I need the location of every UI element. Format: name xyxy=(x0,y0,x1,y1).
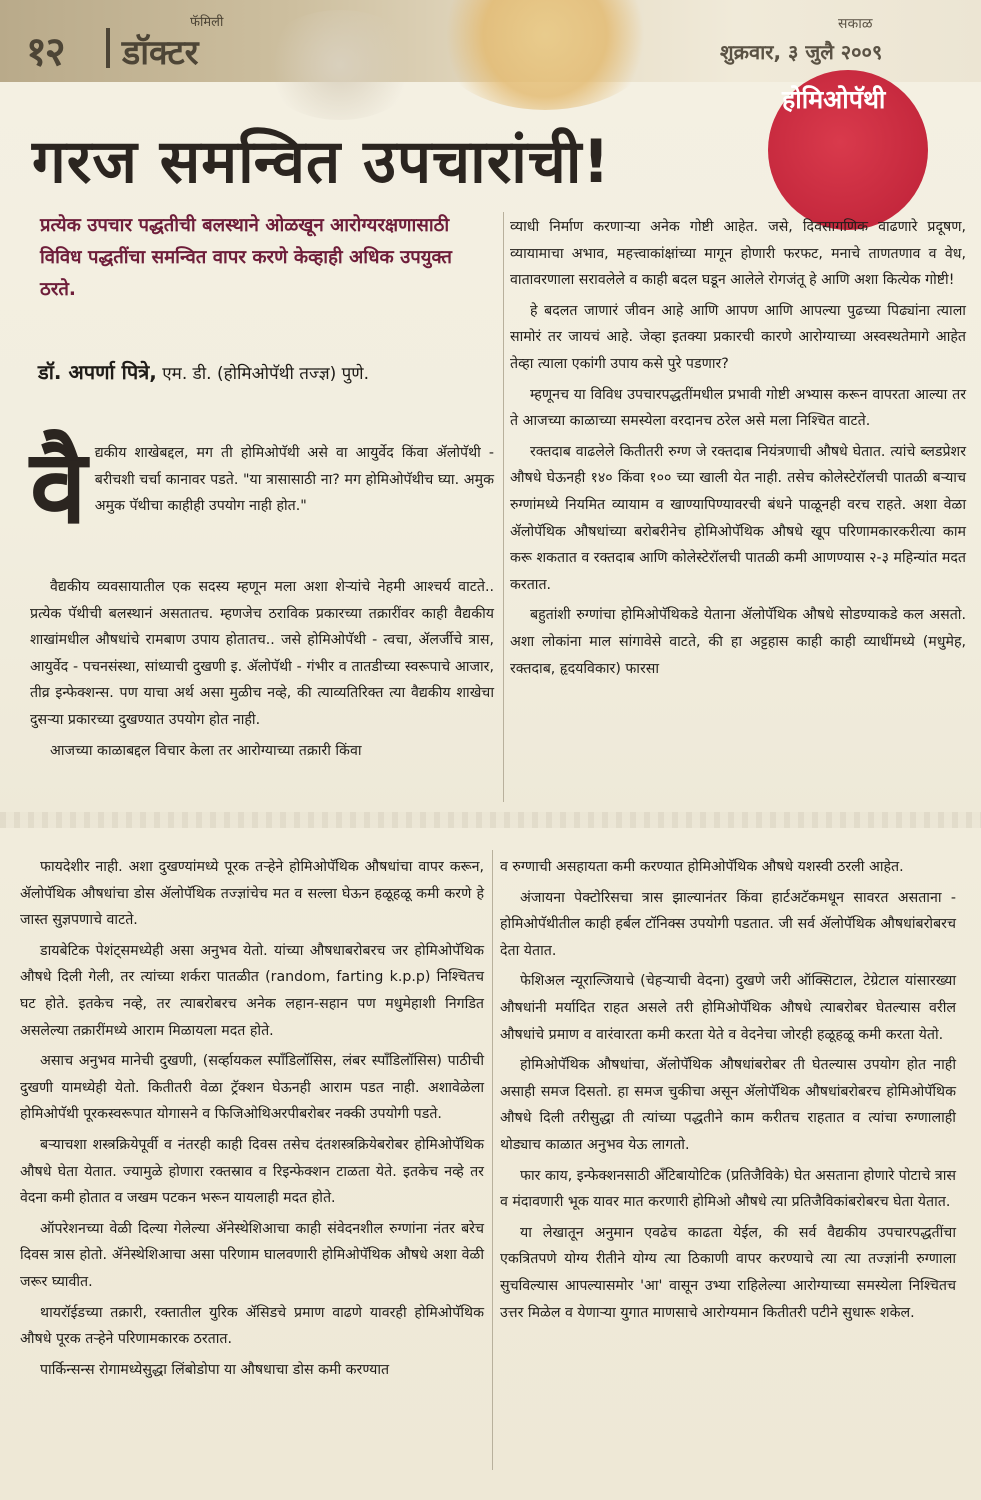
paragraph: या लेखातून अनुमान एवढेच काढता येईल, की सर्व वैद्यकीय उपचारपद्धतींचा एकत्रितपणे योग्य रीतीने योग्य त्या ठिकाणी वापर करण्याचे त्या त्या तज्ज्ञांनी रुग्णाला सुचविल्यास आपल्यासमोर 'आ' वासून उभ्या राहिलेल्या आरोग्याच्या समस्येला निश्चितच उत्तर मिळेल व येणाऱ्या युगात माणसाचे आरोग्यमान कितीतरी पटीने सुधारू शकेल. xyxy=(500,1224,956,1321)
byline xyxy=(38,358,369,385)
paragraph: थायरॉईडच्या तक्रारी, रक्तातील युरिक ॲसिडचे प्रमाण वाढणे यावरही होमिओपॅथिक औषधे पूरक तऱ्हेने परिणामकारक ठरतात. xyxy=(20,1304,484,1348)
page-number: १२ xyxy=(26,29,64,75)
header-separator xyxy=(106,28,110,68)
issue-date: शुक्रवार, ३ जुलै २००९ xyxy=(720,40,883,64)
section-title: डॉक्टर xyxy=(122,33,199,73)
paragraph: ऑपरेशनच्या वेळी दिल्या गेलेल्या ॲनेस्थेशिआचा काही संवेदनशील रुग्णांना नंतर बरेच दिवस त्रास होतो. ॲनेस्थेशिआचा असा परिणाम घालवणारी होमिओपॅथिक औषधे अशा वेळी जरूर घ्यावीत. xyxy=(20,1220,484,1290)
paragraph: वैद्यकीय व्यवसायातील एक सदस्य म्हणून मला अशा शेऱ्यांचे नेहमी आश्चर्य वाटते.. प्रत्येक पॅथीची बलस्थानं असतातच. म्हणजेच ठराविक प्रकारच्या तक्रारींवर काही वैद्यकीय शाखांमधील औषधांचे रामबाण उपाय होतातच.. जसे होमिओपॅथी - त्वचा, ॲलर्जीचे त्रास, आयुर्वेद - पचनसंस्था, सांध्याची दुखणी इ. ॲलोपॅथी - गंभीर व तातडीच्या स्वरूपाचे आजार, तीव्र इन्फेक्शन्स. पण याचा अर्थ असा मुळीच नव्हे, की त्याव्यतिरिक्त त्या वैद्यकीय शाखेचा दुसऱ्या प्रकारच्या दुखण्यात उपयोग होत नाही. xyxy=(30,579,494,728)
paragraph: म्हणूनच या विविध उपचारपद्धतींमधील प्रभावी गोष्टी अभ्यास करून वापरता आल्या तर ते आजच्या काळाच्या समस्येला वरदानच ठरेल असे मला निश्चित वाटते. xyxy=(510,386,966,430)
column-1-top xyxy=(30,574,494,768)
paragraph: फार काय, इन्फेक्शनसाठी ॲंटिबायोटिक (प्रतिजैविके) घेत असताना होणारे पोटाचे त्रास व मंदावणारी भूक यावर मात करणारी होमिओ औषधे त्या प्रतिजैविकांबरोबरच घेता येतात. xyxy=(500,1167,956,1211)
paragraph: बऱ्याचशा शस्त्रक्रियेपूर्वी व नंतरही काही दिवस तसेच दंतशस्त्रक्रियेबरोबर होमिओपॅथिक औषधे घेता येतात. ज्यामुळे होणारा रक्तस्राव व रिइन्फेक्शन टाळता येते. इतकेच नव्हे तर वेदना कमी होतात व जखम पटकन भरून यायलाही मदत होते. xyxy=(20,1136,484,1207)
paragraph: डायबेटिक पेशंट्समध्येही असा अनुभव येतो. यांच्या औषधाबरोबरच जर होमिओपॅथिक औषधे दिली गेली, तर त्यांच्या शर्करा पातळीत (random, farting k.p.p) निश्चितच घट होते. इतकेच नव्हे, तर त्याबरोबरच अनेक लहान-सहान पण मधुमेहाशी निगडित असलेल्या तक्रारींमध्ये आराम मिळायला मदत होते. xyxy=(20,942,484,1039)
newspaper-name: सकाळ xyxy=(838,16,873,32)
paragraph: आजच्या काळाबद्दल विचार केला तर आरोग्याच्या तक्रारी किंवा xyxy=(50,742,362,759)
paragraph: फेशिअल न्यूराल्जियाचे (चेहऱ्याची वेदना) दुखणे जरी ऑक्सिटाल, टेग्रेटाल यांसारख्या औषधांनी मर्यादित राहत असले तरी होमिओपॅथिक औषधे त्याबरोबर घेतल्यास वरील औषधांचे प्रमाण व वारंवारता कमी करता येते व वेदनेचा जोरही हळूहळू कमी करता येतो. xyxy=(500,973,956,1043)
paragraph: व रुग्णाची असहायता कमी करण्यात होमिओपॅथिक औषधे यशस्वी ठरली आहेत. xyxy=(500,859,904,875)
paragraph: अंजायना पेक्टोरिसचा त्रास झाल्यानंतर किंवा हार्टअटॅकमधून सावरत असताना - होमिओपॅथीतील काही हर्बल टॉनिक्स उपयोगी पडतात. जी सर्व ॲलोपॅथिक औषधांबरोबरच देता येतात. xyxy=(500,889,956,959)
author-name: डॉ. अपर्णा पित्रे, xyxy=(38,360,157,384)
lead-text: द्यकीय शाखेबद्दल, मग ती होमिओपॅथी असे वा आयुर्वेद किंवा ॲलोपॅथी - बरीचशी चर्चा कानावर पडते. "या त्रासासाठी ना? मग होमिओपॅथीच घ्या. अमुक अमुक पॅथीचा काहीही उपयोग नाही होत." xyxy=(94,445,494,515)
author-detail: एम. डी. (होमिओपॅथी तज्ज्ञ) पुणे. xyxy=(156,364,370,384)
section-title-small: फॅमिली xyxy=(190,15,224,30)
topic-badge-label: होमिओपॅथी xyxy=(782,85,886,114)
headline: गरज समन्वित उपचारांची! xyxy=(32,127,611,197)
paragraph: बहुतांशी रुग्णांचा होमिओपॅथिकडे येताना ॲलोपॅथिक औषधे सोडण्याकडे कल असतो. अशा लोकांना माल सांगावेसे वाटते, की हा अट्टहास काही काही व्याधींमध्ये (मधुमेह, रक्तदाब, हृदयविकार) फारसा xyxy=(510,607,966,677)
column-divider xyxy=(492,850,493,1470)
lead-paragraph xyxy=(30,428,494,547)
paragraph: फायदेशीर नाही. अशा दुखण्यांमध्ये पूरक तऱ्हेने होमिओपॅथिक औषधांचा वापर करून, ॲलोपॅथिक औषधांचा डोस ॲलोपॅथिक तज्ज्ञांचेच मत व सल्ला घेऊन हळूहळू कमी करणे हे जास्त सुज्ञपणाचे वाटते. xyxy=(20,859,484,929)
paragraph: पार्किन्सन्स रोगामध्येसुद्धा लिंबोडोपा या औषधाचा डोस कमी करण्यात xyxy=(40,1361,390,1378)
drop-cap: वै xyxy=(30,428,87,547)
paragraph: हे बदलत जाणारं जीवन आहे आणि आपण आणि आपल्या पुढच्या पिढ्यांना त्याला सामोरं तर जायचं आहे. जेव्हा इतक्या प्रकारची कारणे आरोग्याच्या अस्वस्थतेमागे आहेत तेव्हा त्याला एकांगी उपाय कसे पुरे पडणार? xyxy=(510,302,966,372)
column-2-bottom xyxy=(500,854,956,1330)
column-2-top xyxy=(510,214,966,686)
paragraph: व्याधी निर्माण करणाऱ्या अनेक गोष्टी आहेत. जसे, दिवसागणिक वाढणारे प्रदूषण, व्यायामाचा अभाव, महत्त्वाकांक्षांच्या मागून होणारी फरफट, मनाचे ताणतणाव व वेध, वातावरणाला सरावलेले व काही बदल घडून आलेले रोगजंतू हे आणि अशा कित्येक गोष्टी! xyxy=(510,219,966,289)
column-1-bottom xyxy=(20,854,484,1387)
paragraph: होमिओपॅथिक औषधांचा, ॲलोपॅथिक औषधांबरोबर ती घेतल्यास उपयोग होत नाही असाही समज दिसतो. हा समज चुकीचा असून ॲलोपॅथिक औषधांबरोबरच होमिओपॅथिक औषधे दिली तरीसुद्धा ती त्यांच्या पद्धतीने काम करीतच राहतात व त्यांचा रुग्णालाही थोड्याच काळात अनुभव येऊ लागतो. xyxy=(500,1057,956,1153)
header-decoration xyxy=(260,10,420,120)
standfirst: प्रत्येक उपचार पद्धतीची बलस्थाने ओळखून आरोग्यरक्षणासाठी विविध पद्धतींचा समन्वित वापर करणे केव्हाही अधिक उपयुक्त ठरते. xyxy=(40,215,452,300)
paragraph: रक्तदाब वाढलेले कितीतरी रुग्ण जे रक्तदाब नियंत्रणाची औषधे घेतात. त्यांचे ब्लडप्रेशर औषधे घेऊनही १४० किंवा १०० च्या खाली येत नाही. तसेच कोलेस्टेरॉलची पातळी बऱ्याच रुग्णांमध्ये नियमित व्यायाम व खाण्यापिण्यावरची बंधने पाळूनही वरच राहते. अशा वेळा ॲलोपॅथिक औषधांच्या बरोबरीनेच होमिओपॅथिक औषधे खूप परिणामकारकरीत्या काम करू शकतात व रक्तदाब आणि कोलेस्टेरॉलची पातळी कमी आणण्यास २-३ महिन्यांत मदत करतात. xyxy=(510,443,966,593)
paragraph: असाच अनुभव मानेची दुखणी, (सर्व्हायकल स्पाँडिलॉसिस, लंबर स्पाँडिलॉसिस) पाठीची दुखणी यामध्येही येतो. कितीतरी वेळा ट्रॅक्शन घेऊनही आराम पडत नाही. अशावेळेला होमिओपॅथी पूरकस्वरूपात योगासने व फिजिओथिअरपीबरोबर नक्की उपयोगी पडते. xyxy=(20,1053,484,1123)
clipping-join xyxy=(0,812,981,828)
column-divider xyxy=(503,212,504,802)
